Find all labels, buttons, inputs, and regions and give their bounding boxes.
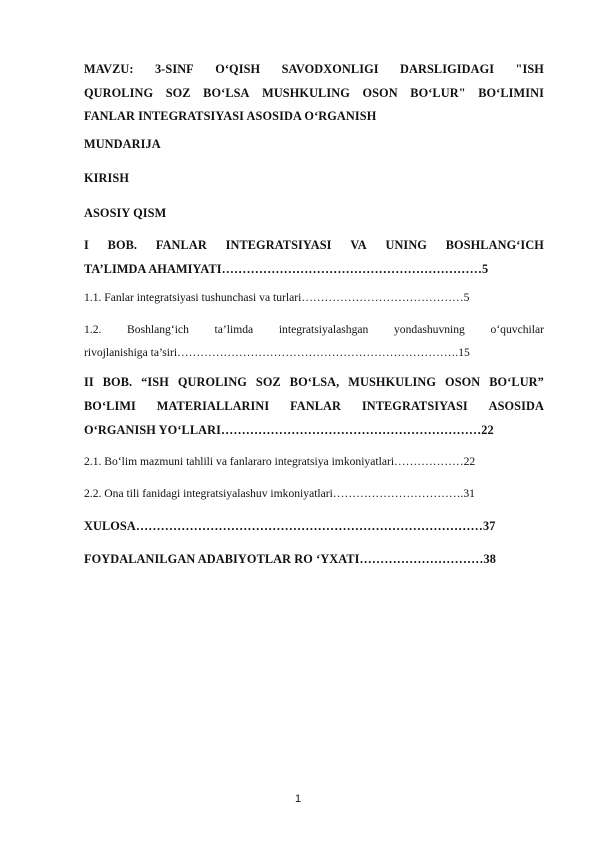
main-part-heading: ASOSIY QISM bbox=[84, 206, 167, 220]
toc-item-1-2-line-1: 1.2. Boshlang‘ich ta’limda integratsiyalashgan yondashuvning o‘quvchilar bbox=[84, 323, 544, 336]
toc-conclusion: XULOSA…………………………………………………………………………37 bbox=[84, 519, 496, 533]
chapter-2-line-2: BO‘LIMI MATERIALLARINI FANLAR INTEGRATSIYASI ASOSIDA bbox=[84, 399, 544, 413]
title-line-2: QUROLING SOZ BO‘LSA MUSHKULING OSON BO‘LUR" BO‘LIMINI bbox=[84, 86, 544, 100]
title-line-3: FANLAR INTEGRATSIYASI ASOSIDA O‘RGANISH bbox=[84, 109, 377, 123]
intro-heading: KIRISH bbox=[84, 171, 130, 185]
toc-item-2-2: 2.2. Ona tili fanidagi integratsiyalashuv imkoniyatlari…………………………….31 bbox=[84, 487, 475, 500]
chapter-2-line-1: II BOB. “ISH QUROLING SOZ BO‘LSA, MUSHKULING OSON BO‘LUR” bbox=[84, 375, 544, 389]
chapter-2-line-3: O‘RGANISH YO‘LLARI………………………………………………………22 bbox=[84, 423, 494, 437]
contents-heading: MUNDARIJA bbox=[84, 137, 161, 151]
toc-references: FOYDALANILGAN ADABIYOTLAR RO ‘YXATI…………………………38 bbox=[84, 552, 496, 566]
toc-item-2-1: 2.1. Bo‘lim mazmuni tahlili va fanlararo integratsiya imkoniyatlari………………22 bbox=[84, 455, 476, 468]
chapter-1-line-2: TA’LIMDA AHAMIYATI………………………………………………………5 bbox=[84, 262, 489, 276]
title-line-1: MAVZU: 3-SINF O‘QISH SAVODXONLIGI DARSLIGIDAGI "ISH bbox=[84, 62, 544, 76]
chapter-1-line-1: I BOB. FANLAR INTEGRATSIYASI VA UNING BOSHLANG‘ICH bbox=[84, 238, 544, 252]
page-number: 1 bbox=[294, 793, 302, 805]
toc-item-1-1: 1.1. Fanlar integratsiyasi tushunchasi va turlari……………………………………5 bbox=[84, 291, 470, 304]
toc-item-1-2-line-2: rivojlanishiga ta’siri……………………………………………………………….15 bbox=[84, 346, 470, 359]
